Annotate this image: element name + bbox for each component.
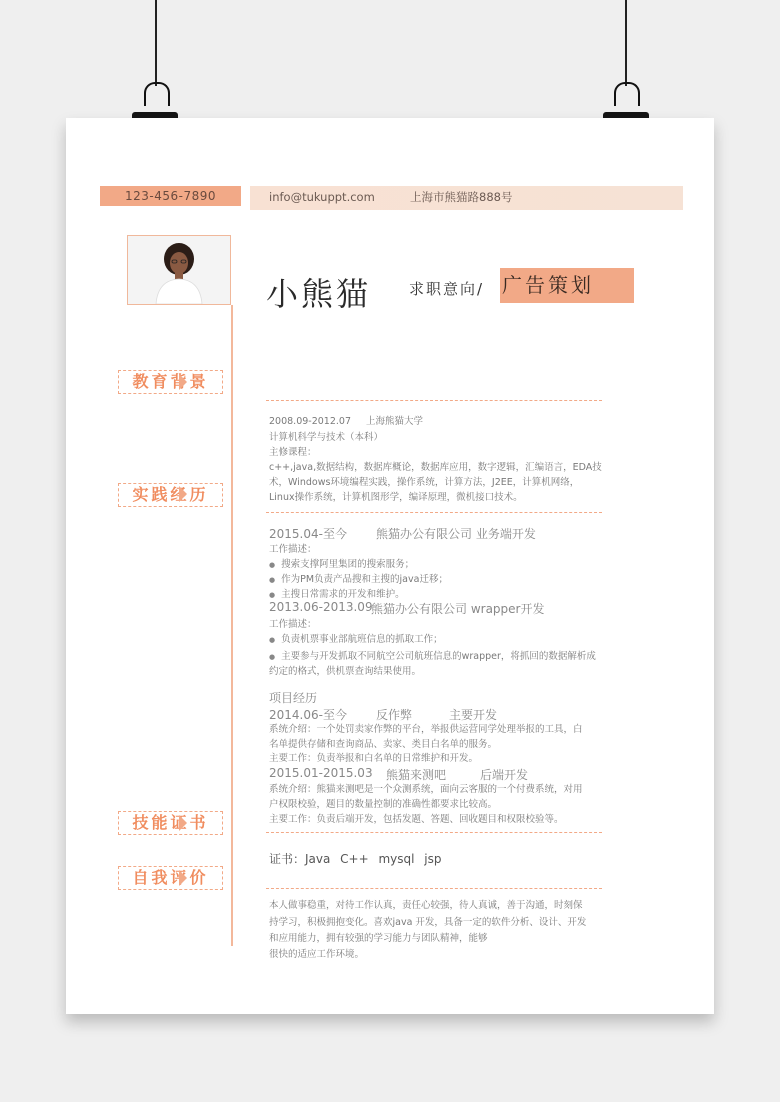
timeline-line [231, 305, 233, 946]
self-eval-line: 很快的适应工作环境。 [269, 949, 365, 960]
exp-bullet: ● 作为PM负责产品搜和主搜的java迁移； [269, 572, 448, 588]
binder-clip-arm-left [144, 82, 170, 106]
divider [266, 512, 602, 513]
exp-bullet: ● 主要参与开发抓取不同航空公司航班信息的wrapper，将抓回的数据解析成 [269, 649, 596, 665]
project-period: 2014.06-至今 [269, 708, 347, 722]
project-line: 主要工作：负责举报和白名单的日常维护和开发。 [269, 753, 479, 764]
self-eval-line: 本人做事稳重，对待工作认真，责任心较强，待人真诚，善于沟通，时刻保 [269, 900, 583, 911]
self-eval-line: 和应用能力，拥有较强的学习能力与团队精神，能够 [269, 933, 488, 944]
binder-clip-arm-right [614, 82, 640, 106]
exp-period: 2015.04-至今 [269, 527, 347, 541]
project-name: 反作弊 [376, 708, 413, 722]
project-line: 系统介绍：熊猫来测吧是一个众测系统，面向云客服的一个付费系统，对用 [269, 784, 583, 795]
edu-courses-line: Linux操作系统，计算机图形学，编译原理，微机接口技术。 [269, 492, 523, 503]
resume-page [66, 118, 714, 1014]
phone-number: 123-456-7890 [100, 186, 241, 206]
exp-desc-label: 工作描述： [269, 619, 317, 630]
exp-bullet: ● 负责机票事业部航班信息的抓取工作； [269, 632, 443, 648]
avatar-icon [128, 236, 230, 304]
project-line: 名单提供存储和查询商品、卖家、类目白名单的服务。 [269, 739, 498, 750]
divider [266, 400, 602, 401]
hanging-wire-left [155, 0, 157, 86]
project-line: 主要工作：负责后端开发，包括发题、答题、回收题目和权限校验等。 [269, 814, 564, 825]
section-skills: 技能证书 [118, 811, 223, 835]
section-practice: 实践经历 [118, 483, 223, 507]
divider [266, 832, 602, 833]
arrow-education-icon [179, 374, 187, 390]
section-self-eval: 自我评价 [118, 866, 223, 890]
divider [266, 888, 602, 889]
hanging-wire-right [625, 0, 627, 86]
email: info@tukuppt.com [269, 190, 375, 204]
edu-period: 2008.09-2012.07 [269, 416, 351, 427]
contact-bar [250, 186, 683, 210]
profile-photo [127, 235, 231, 305]
project-role: 后端开发 [480, 768, 529, 782]
project-line: 户权限校验，题目的数量控制的准确性都要求比较高。 [269, 799, 498, 810]
job-intent-label: 求职意向/ [409, 280, 485, 298]
exp-desc-label: 工作描述： [269, 544, 317, 555]
project-period: 2015.01-2015.03 [269, 766, 373, 780]
section-education: 教育背景 [118, 370, 223, 394]
address: 上海市熊猫路888号 [410, 190, 513, 204]
projects-title: 项目经历 [269, 691, 318, 705]
arrow-self-eval-icon [179, 870, 187, 886]
self-eval-line: 持学习，积极拥抱变化。喜欢java 开发，具备一定的软件分析、设计、开发 [269, 917, 587, 928]
edu-courses-label: 主修课程： [269, 447, 317, 458]
arrow-skills-icon [179, 815, 187, 831]
project-line: 系统介绍：一个处罚卖家作弊的平台，举报供运营同学处理举报的工具，白 [269, 724, 583, 735]
exp-period: 2013.06-2013.09 [269, 600, 373, 614]
project-name: 熊猫来测吧 [386, 768, 447, 782]
exp-company-role: 熊猫办公有限公司 wrapper开发 [371, 602, 545, 616]
job-title: 广告策划 [500, 268, 634, 303]
exp-continuation: 约定的格式，供机票查询结果使用。 [269, 666, 422, 677]
arrow-practice-icon [179, 486, 187, 502]
project-role: 主要开发 [449, 708, 498, 722]
candidate-name: 小熊猫 [266, 275, 372, 313]
exp-bullet: ● 搜索支撑阿里集团的搜索服务； [269, 557, 414, 573]
edu-major: 计算机科学与技术（本科） [269, 432, 384, 443]
edu-courses-line: c++,java,数据结构，数据库概论，数据库应用，数字逻辑，汇编语言，EDA技 [269, 462, 602, 473]
edu-school: 上海熊猫大学 [366, 416, 424, 427]
exp-company-role: 熊猫办公有限公司 业务端开发 [376, 527, 536, 541]
edu-courses-line: 术，Windows环境编程实践，操作系统，计算方法，J2EE，计算机网络， [269, 477, 580, 488]
exp-bullet: ● 主搜日常需求的开发和维护。 [269, 587, 405, 603]
certificates: 证书：Java C++ mysql jsp [269, 852, 442, 866]
